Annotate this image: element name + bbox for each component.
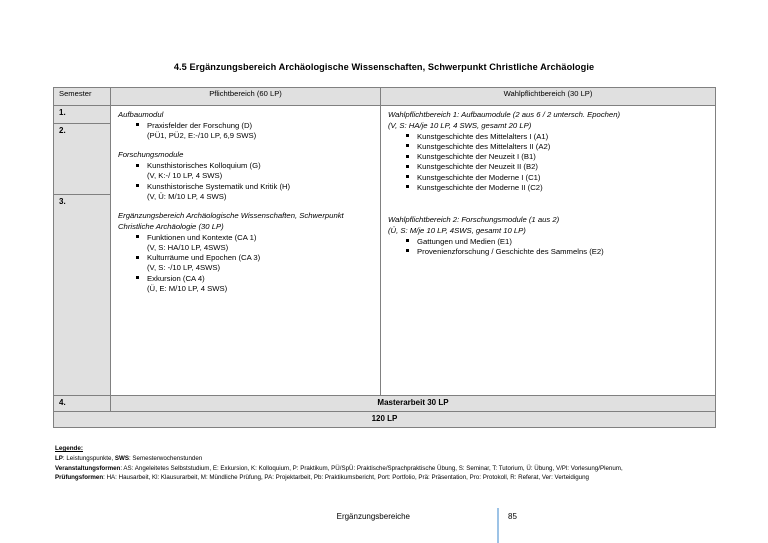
wahlpflicht1-heading-line2: (V, S: HA/je 10 LP, 4 SWS, gesamt 20 LP) <box>388 121 532 130</box>
legend-key-lp: LP <box>55 455 63 462</box>
list-item <box>147 274 374 294</box>
column-header-wahlpflichtbereich: Wahlpflichtbereich (30 LP) <box>381 88 716 106</box>
aufbaumodul-list <box>118 121 374 141</box>
forschungsmodule-list <box>118 161 374 202</box>
module-detail: (Ü, E: M/10 LP, 4 SWS) <box>147 283 228 293</box>
bullet-icon <box>406 134 409 137</box>
list-item <box>417 162 709 172</box>
module-title: Provenienzforschung / Geschichte des Sammelns (E2) <box>417 247 604 257</box>
list-item <box>147 233 374 253</box>
bullet-icon <box>136 184 139 187</box>
legend-key-sws: SWS <box>114 455 129 462</box>
wahlpflicht2-heading-line1: Wahlpflichtbereich 2: Forschungsmodule (1 aus 2) <box>388 214 560 224</box>
module-detail: (V, S: HA/10 LP, 4SWS) <box>147 243 229 253</box>
column-header-semester: Semester <box>54 88 111 106</box>
pflichtbereich-cell <box>111 106 381 396</box>
module-title: Kulturräume und Epochen (CA 3) <box>147 253 261 263</box>
spacer <box>118 141 374 150</box>
legend-key-pruefungsformen: Prüfungsformen <box>55 474 104 482</box>
bullet-icon <box>406 175 409 178</box>
bullet-icon <box>136 235 139 238</box>
masterarbeit-cell: Masterarbeit 30 LP <box>111 396 716 412</box>
legend-line-lp <box>55 454 720 464</box>
spacer <box>118 202 374 211</box>
legend-value-lp: : Leistungspunkte, <box>62 455 115 462</box>
module-title: Kunstgeschichte des Mittelalters I (A1) <box>417 132 549 141</box>
wahlpflicht2-list <box>388 237 709 257</box>
table-header <box>54 88 716 106</box>
module-title: Kunsthistorisches Kolloquium (G) <box>147 161 261 171</box>
module-title: Praxisfelder der Forschung (D) <box>147 121 253 130</box>
wahlpflicht2-heading-line2: (Ü, S: M/je 10 LP, 4SWS, gesamt 10 LP) <box>388 225 526 235</box>
page-footer <box>0 508 768 543</box>
module-title: Kunstgeschichte der Moderne I (C1) <box>417 172 541 182</box>
list-item <box>147 121 374 141</box>
module-plan-table <box>53 87 716 428</box>
bullet-icon <box>406 239 409 242</box>
module-title: Kunstgeschichte der Moderne II (C2) <box>417 182 543 192</box>
bullet-icon <box>136 164 139 167</box>
list-item <box>417 183 709 193</box>
footer-divider <box>497 508 499 543</box>
module-title: Funktionen und Kontexte (CA 1) <box>147 232 257 242</box>
bullet-icon <box>136 276 139 279</box>
semester-cell-4: 4. <box>54 396 111 412</box>
forschungsmodule-heading: Forschungsmodule <box>118 150 184 160</box>
legend-value-sws: : Semesterwochenstunden <box>128 455 203 462</box>
list-item <box>417 132 709 142</box>
module-detail: (PÜ1, PÜ2, E:-/10 LP, 6,9 SWS) <box>147 131 257 141</box>
table-row <box>54 106 716 124</box>
list-item <box>417 142 709 152</box>
bullet-icon <box>406 185 409 188</box>
legend-title: Legende: <box>55 445 83 452</box>
ergaenzungsbereich-heading-line1: Ergänzungsbereich Archäologische Wissenschaften, Schwerpunkt <box>118 210 344 220</box>
legend-line-veranstaltungsformen <box>55 464 720 474</box>
module-detail: (V, S: -/10 LP, 4SWS) <box>147 263 221 273</box>
table-row <box>54 396 716 412</box>
module-detail: (V, Ü: M/10 LP, 4 SWS) <box>147 191 227 201</box>
semester-cell-2: 2. <box>54 124 111 195</box>
semester-cell-1: 1. <box>54 106 111 124</box>
module-title: Kunstgeschichte der Neuzeit I (B1) <box>417 152 536 162</box>
wahlpflichtbereich-cell <box>381 106 716 396</box>
list-item <box>147 161 374 181</box>
list-item <box>147 182 374 202</box>
module-title: Kunsthistorische Systematik und Kritik (H) <box>147 181 291 191</box>
legend-value-veranstaltungsformen: : AS: Angeleitetes Selbststudium, E: Exkursion, K: Kolloquium, P: Praktikum, PÜ/SpÜ: Praktische/Sprachpraktische Übung, S: Seminar, T: Tutorium, Ü: Übung, V/Pl: Vorlesung/Plenum, <box>120 464 623 472</box>
legend-value-pruefungsformen: : HA: Hausarbeit, Kl: Klausurarbeit, M: Mündliche Prüfung, PA: Projektarbeit, Pb: Praktikumsbericht, Port: Portfolio, Prä: Präsentation, Pro: Protokoll, R: Referat, Ver: Verteidigung <box>103 474 589 482</box>
module-title: Kunstgeschichte der Neuzeit II (B2) <box>417 162 538 172</box>
bullet-icon <box>406 249 409 252</box>
bullet-icon <box>136 123 139 126</box>
page-number: 85 <box>508 512 517 521</box>
wahlpflicht1-heading-line1: Wahlpflichtbereich 1: Aufbaumodule (2 aus 6 / 2 untersch. Epochen) <box>388 110 621 119</box>
column-header-pflichtbereich: Pflichtbereich (60 LP) <box>111 88 381 106</box>
module-title: Exkursion (CA 4) <box>147 273 205 283</box>
ergaenzungsbereich-list <box>118 233 374 294</box>
table-row <box>54 412 716 428</box>
table-body <box>54 106 716 428</box>
legend <box>55 445 720 483</box>
module-detail: (V, K:-/ 10 LP, 4 SWS) <box>147 171 223 181</box>
table-header-row <box>54 88 716 106</box>
list-item <box>147 253 374 273</box>
list-item <box>417 237 709 247</box>
page-title: 4.5 Ergänzungsbereich Archäologische Wissenschaften, Schwerpunkt Christliche Archäologie <box>173 62 595 72</box>
module-title: Kunstgeschichte des Mittelalters II (A2) <box>417 142 551 152</box>
footer-section-label: Ergänzungsbereiche <box>336 512 410 521</box>
bullet-icon <box>406 165 409 168</box>
ergaenzungsbereich-heading-line2: Christliche Archäologie (30 LP) <box>118 221 224 231</box>
wahlpflicht1-list <box>388 132 709 193</box>
list-item <box>417 152 709 162</box>
total-lp-cell: 120 LP <box>54 412 716 428</box>
legend-line-pruefungsformen <box>55 473 720 483</box>
aufbaumodul-heading: Aufbaumodul <box>118 110 164 119</box>
bullet-icon <box>136 256 139 259</box>
bullet-icon <box>406 155 409 158</box>
list-item <box>417 173 709 183</box>
module-title: Gattungen und Medien (E1) <box>417 236 512 246</box>
spacer <box>388 193 709 215</box>
list-item <box>417 247 709 257</box>
legend-key-veranstaltungsformen: Veranstaltungsformen <box>55 464 121 472</box>
bullet-icon <box>406 144 409 147</box>
semester-cell-3: 3. <box>54 195 111 396</box>
